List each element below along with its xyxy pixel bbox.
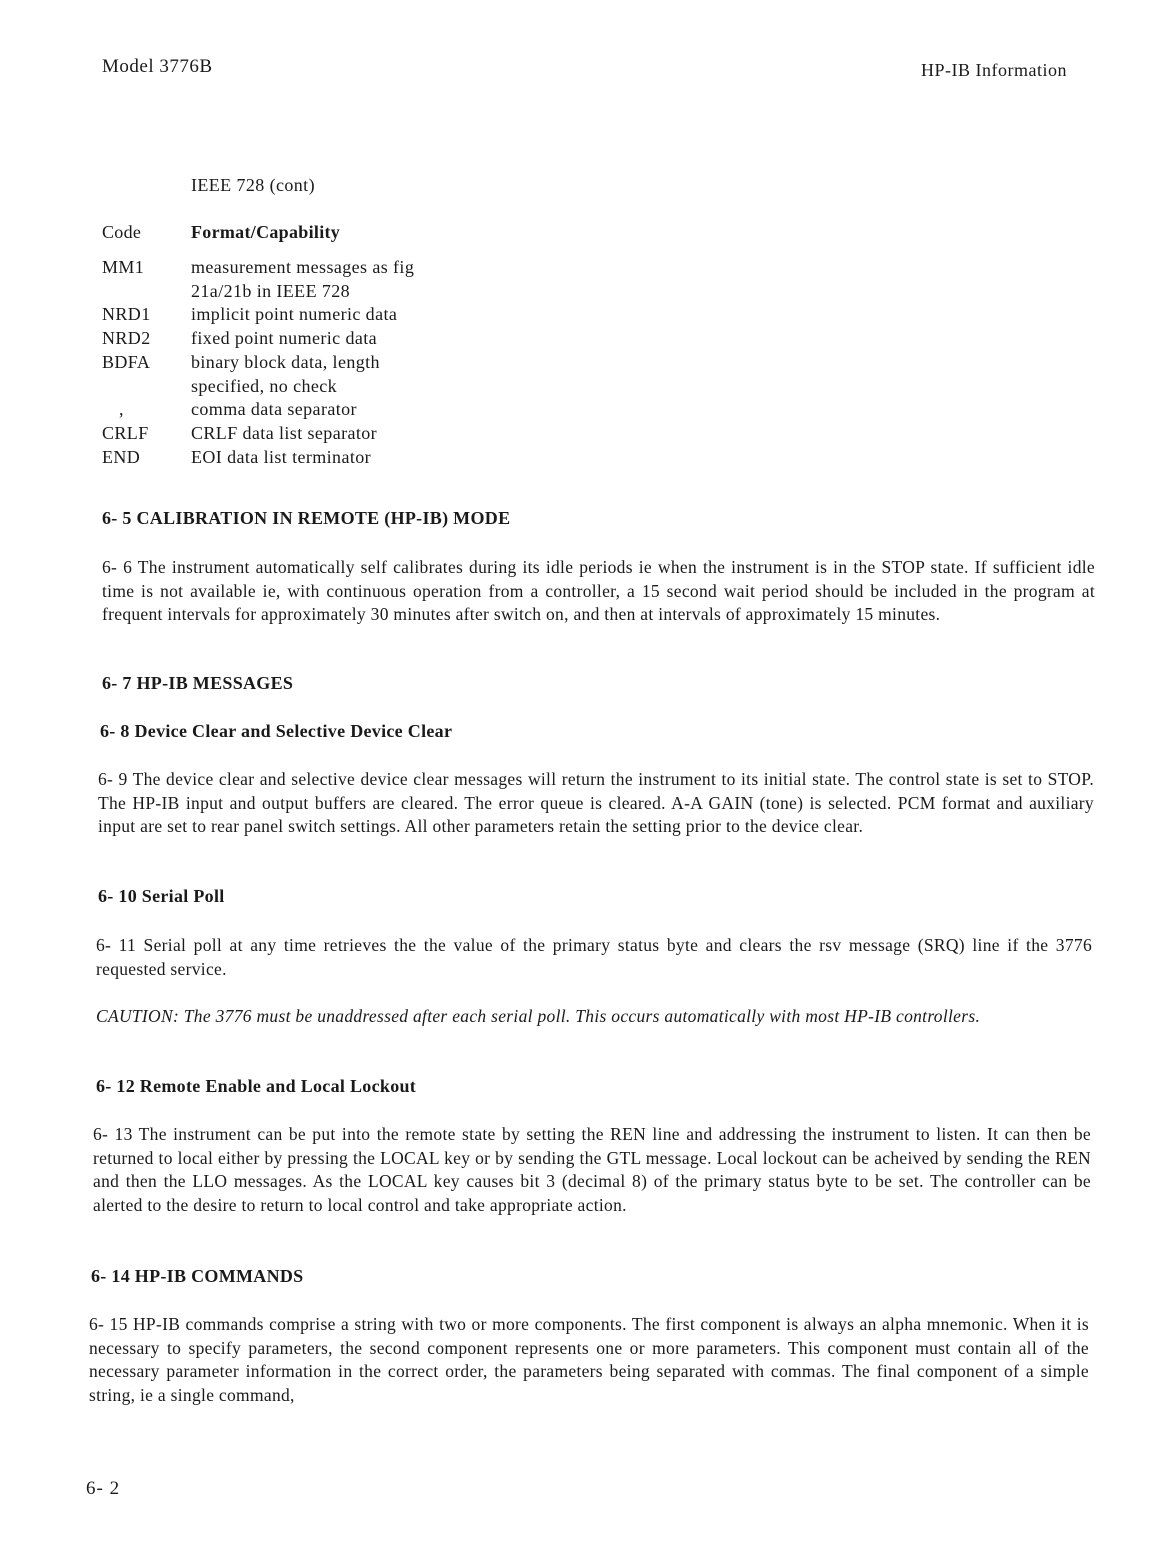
code-cell: NRD2: [102, 328, 151, 349]
desc-cell: EOI data list terminator: [191, 446, 372, 467]
col-code-header: Code: [102, 222, 142, 242]
section-heading-6-7: 6- 7 HP-IB MESSAGES: [102, 673, 294, 693]
page-number: 6- 2: [86, 1478, 121, 1499]
code-row: [102, 351, 511, 398]
code-row: [102, 398, 511, 422]
code-cell: END: [102, 446, 141, 467]
paragraph-6-13: 6- 13 The instrument can be put into the remote state by setting the REN line and addressing the instrument to listen. It can then be returned to local either by pressing the LOCAL key or by sending the GTL message. Local lockout can be acheived by sending the REN and then the LLO messages. As the LOCAL key causes bit 3 (decimal 8) of the primary status byte to be set. The controller can be alerted to the desire to return to local control and take appropriate action.: [93, 1124, 1091, 1215]
header-model: Model 3776B: [102, 56, 213, 77]
code-row: [102, 327, 511, 351]
code-cell: MM1: [102, 257, 145, 277]
code-cell: CRLF: [102, 422, 149, 443]
section-heading-6-5: 6- 5 CALIBRATION IN REMOTE (HP-IB) MODE: [102, 508, 511, 528]
section-heading-6-12: 6- 12 Remote Enable and Local Lockout: [96, 1076, 417, 1096]
desc-cell: fixed point numeric data: [191, 328, 378, 349]
section-heading-6-14: 6- 14 HP-IB COMMANDS: [91, 1266, 304, 1286]
code-cell: NRD1: [102, 304, 151, 325]
code-row: [102, 303, 511, 327]
paragraph-6-11: 6- 11 Serial poll at any time retrieves the the value of the primary status byte and clears the rsv message (SRQ) line if the 3776 requested service.: [96, 935, 1092, 979]
code-table: [102, 222, 511, 469]
code-cell: ,: [119, 399, 124, 420]
header-section: HP-IB Information: [921, 60, 1067, 80]
col-format-header: Format/Capability: [191, 222, 341, 242]
code-row: [102, 422, 511, 446]
code-table-header: [102, 222, 511, 243]
standard-title: IEEE 728 (cont): [191, 175, 315, 195]
caution-note: CAUTION: The 3776 must be unaddressed after each serial poll. This occurs automatically with most HP-IB controllers.: [96, 1006, 981, 1026]
paragraph-6-6: 6- 6 The instrument automatically self calibrates during its idle periods ie when the instrument is in the STOP state. If sufficient idle time is not available ie, with continuous operation from a controller, a 15 second wait period should be included in the program at frequent intervals for approximately 30 minutes after switch on, and then at intervals of approximately 15 minutes.: [102, 557, 1095, 625]
desc-cell: implicit point numeric data: [191, 304, 398, 325]
code-cell: BDFA: [102, 351, 151, 372]
code-row: [102, 446, 511, 470]
paragraph-6-9: 6- 9 The device clear and selective device clear messages will return the instrument to its initial state. The control state is set to STOP. The HP-IB input and output buffers are cleared. The error queue is cleared. A-A GAIN (tone) is selected. PCM format and auxiliary input are set to rear panel switch settings. All other parameters retain the setting prior to the device clear.: [98, 769, 1094, 837]
desc-cell: measurement messages as fig 21a/21b in IEEE 728: [191, 257, 415, 301]
code-row: [102, 256, 511, 303]
desc-cell: CRLF data list separator: [191, 422, 378, 443]
paragraph-6-15: 6- 15 HP-IB commands comprise a string with two or more components. The first component is always an alpha mnemonic. When it is necessary to specify parameters, the second component represents one or more parameters. This component must contain all of the necessary parameter information in the correct order, the parameters being separated with commas. The final component of a simple string, ie a single command,: [89, 1314, 1089, 1405]
desc-cell: comma data separator: [191, 399, 357, 420]
section-heading-6-8: 6- 8 Device Clear and Selective Device Clear: [100, 721, 453, 741]
section-heading-6-10: 6- 10 Serial Poll: [98, 886, 225, 906]
desc-cell: binary block data, length specified, no check: [191, 351, 380, 396]
